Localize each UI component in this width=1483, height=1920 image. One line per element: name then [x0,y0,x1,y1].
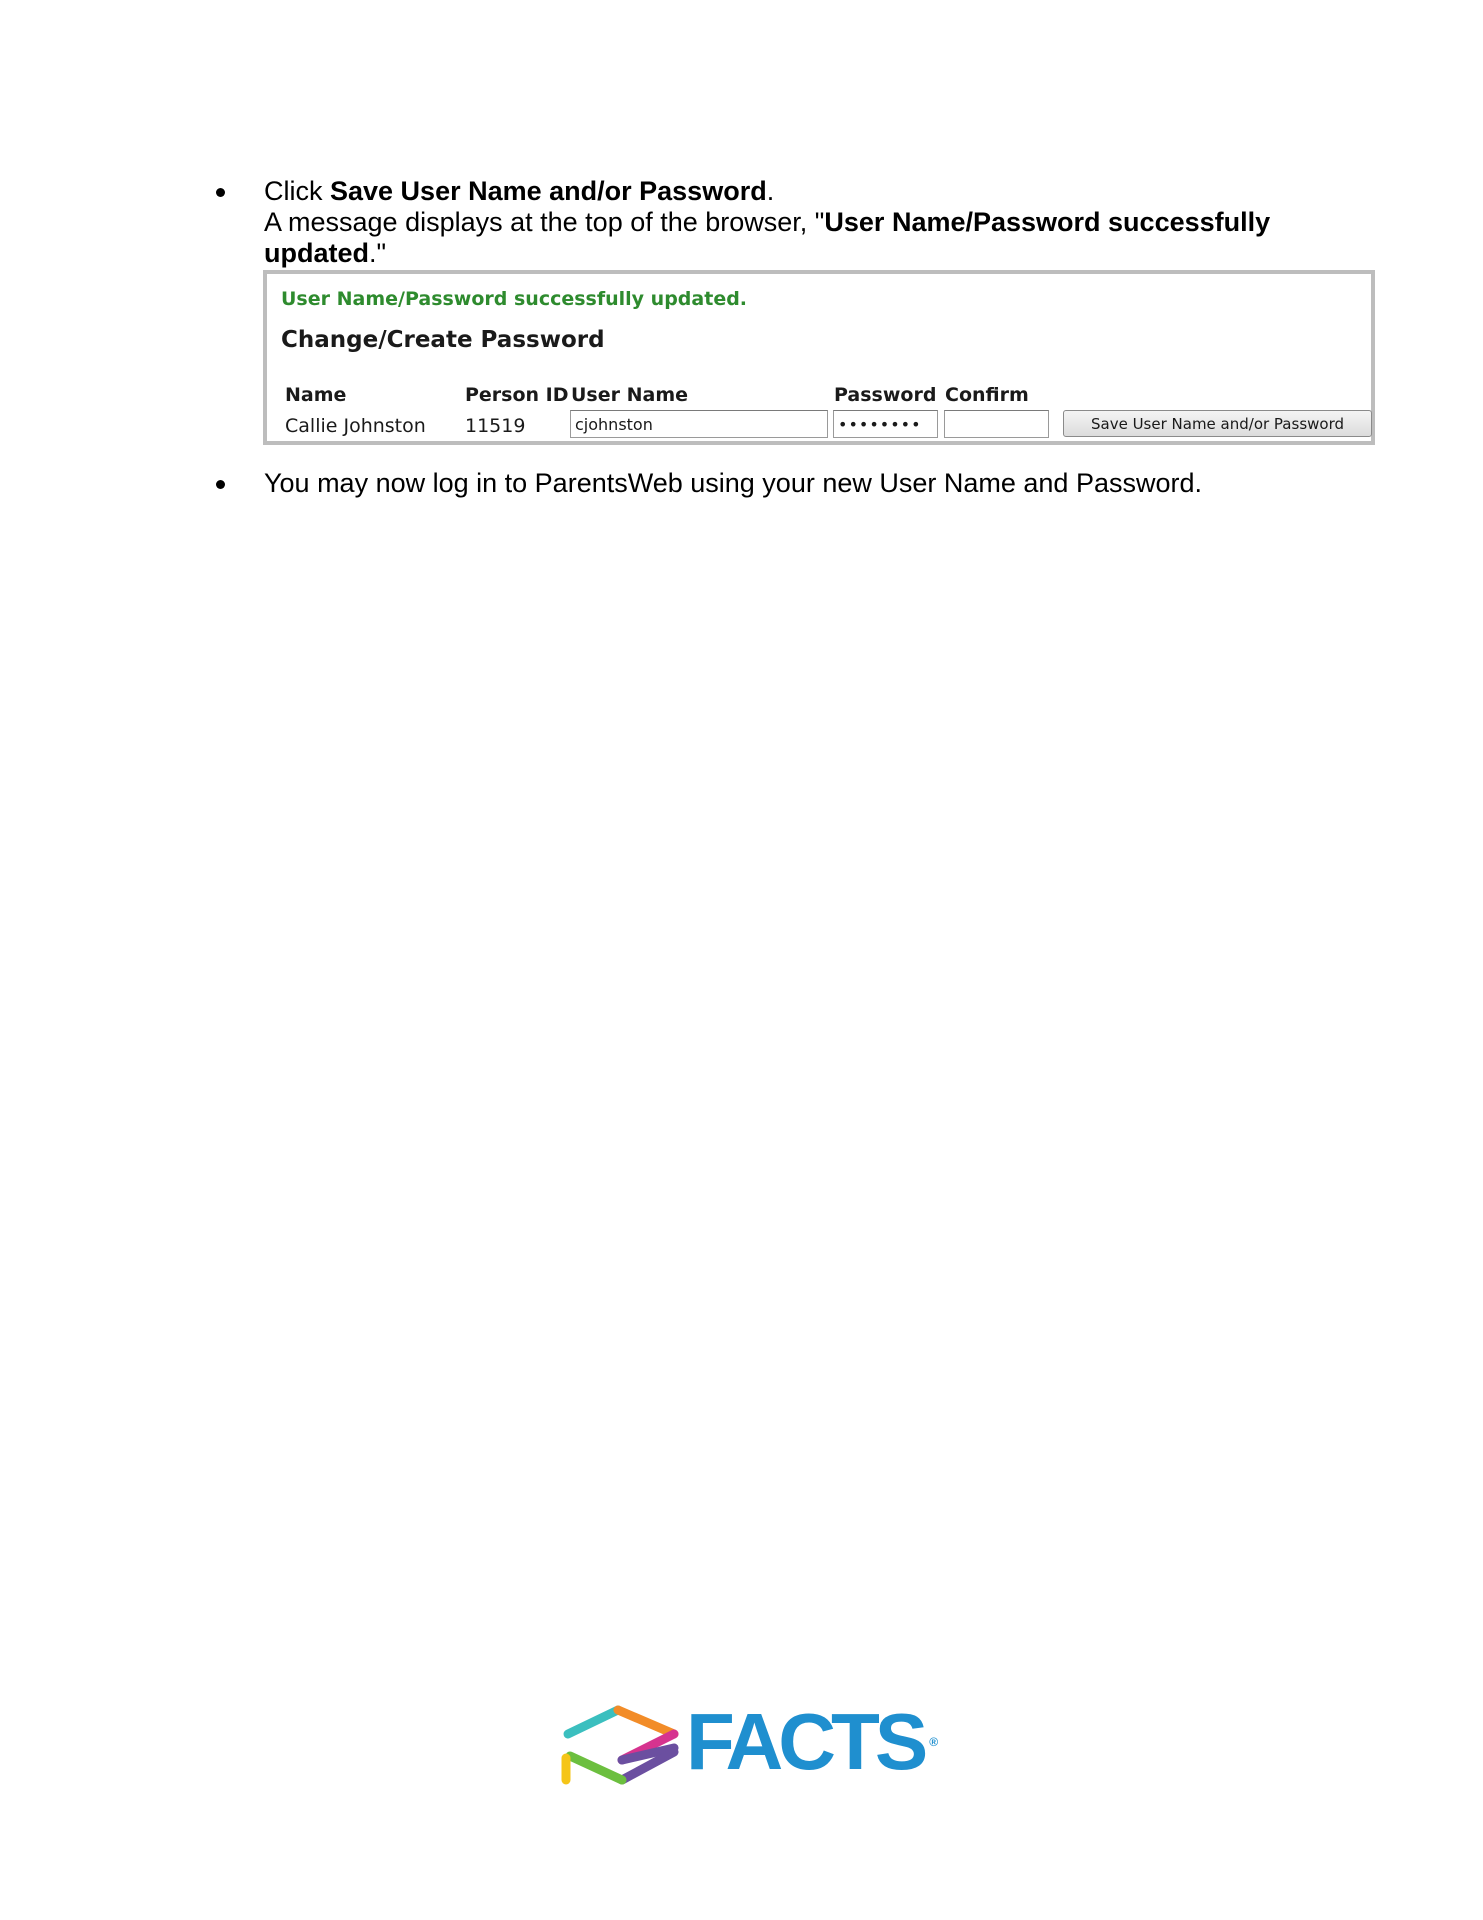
bullet-icon [216,480,225,489]
facts-logo [556,1697,939,1792]
registered-mark: ® [929,1735,939,1749]
instruction-action: Save User Name and/or Password [330,176,767,206]
instruction-message-bold-a: User Name/Password successfully [824,207,1271,237]
instruction-prefix: Click [264,176,330,206]
instruction-message-suffix: ." [369,238,387,268]
confirm-password-input[interactable] [944,410,1049,438]
bullet-icon [216,188,225,197]
facts-logo-text: FACTS [686,1697,924,1786]
instruction-line-3 [264,238,1314,269]
person-name: Callie Johnston [285,415,426,437]
facts-logo-wordmark [686,1697,939,1786]
person-id-value: 11519 [465,415,526,437]
instruction-text [264,176,1314,269]
facts-logo-mark-icon [556,1700,686,1792]
column-header-person-id: Person ID [465,384,569,406]
user-name-input[interactable] [570,410,828,438]
instruction-message-prefix: A message displays at the top of the browser, " [264,207,825,237]
instruction-suffix: . [766,176,775,206]
change-password-panel [263,270,1375,445]
instruction-message-bold-b: updated [264,238,369,268]
column-header-confirm: Confirm [945,384,1029,406]
panel-title: Change/Create Password [281,327,605,353]
column-header-user-name: User Name [571,384,689,406]
instruction-line-1 [264,176,1314,207]
instruction-line-2 [264,207,1314,238]
column-header-name: Name [285,384,347,406]
password-input[interactable] [833,410,938,438]
column-header-password: Password [834,384,937,406]
save-user-name-password-button[interactable]: Save User Name and/or Password [1063,410,1372,437]
success-message: User Name/Password successfully updated. [281,288,748,310]
instruction-text: You may now log in to ParentsWeb using your new User Name and Password. [264,468,1202,498]
